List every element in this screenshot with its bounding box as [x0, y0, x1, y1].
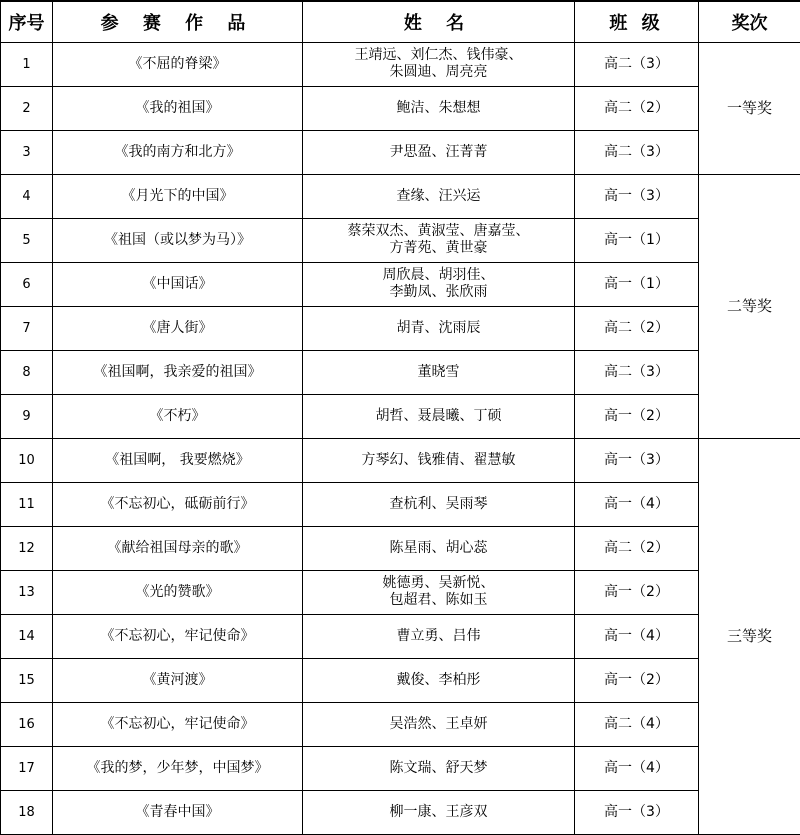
- table-row: [1, 570, 800, 614]
- row-index: 14: [1, 614, 53, 658]
- row-work-title: 《不屈的脊梁》: [53, 42, 303, 86]
- name-line: 戴俊、李柏彤: [305, 672, 572, 689]
- table-row: [1, 174, 800, 218]
- row-class: 高二（2）: [575, 526, 699, 570]
- name-line: 胡哲、聂晨曦、丁硕: [305, 408, 572, 425]
- row-work-title: 《祖国啊， 我要燃烧》: [53, 438, 303, 482]
- header-name: 姓 名: [303, 1, 575, 42]
- table-row: [1, 262, 800, 306]
- row-names: [303, 262, 575, 306]
- name-line: 王靖远、刘仁杰、钱伟豪、: [305, 47, 572, 64]
- row-names: [303, 746, 575, 790]
- row-names: [303, 174, 575, 218]
- table-row: [1, 86, 800, 130]
- row-names: [303, 526, 575, 570]
- name-line: 周欣晨、胡羽佳、: [305, 267, 572, 284]
- row-names: [303, 130, 575, 174]
- row-names: [303, 218, 575, 262]
- row-class: 高二（3）: [575, 350, 699, 394]
- row-class: 高一（4）: [575, 746, 699, 790]
- row-index: 12: [1, 526, 53, 570]
- table-row: [1, 130, 800, 174]
- table-row: [1, 438, 800, 482]
- row-names: [303, 86, 575, 130]
- name-line: 李勤凤、张欣雨: [305, 284, 572, 301]
- row-work-title: 《献给祖国母亲的歌》: [53, 526, 303, 570]
- row-class: 高一（1）: [575, 218, 699, 262]
- row-work-title: 《中国话》: [53, 262, 303, 306]
- row-names: [303, 658, 575, 702]
- header-award: 奖次: [699, 1, 800, 42]
- award-level: 一等奖: [699, 42, 800, 174]
- row-work-title: 《光的赞歌》: [53, 570, 303, 614]
- row-class: 高二（2）: [575, 86, 699, 130]
- table-row: [1, 218, 800, 262]
- name-line: 方菁苑、黄世豪: [305, 240, 572, 257]
- row-class: 高一（4）: [575, 482, 699, 526]
- table-row: [1, 306, 800, 350]
- row-names: [303, 790, 575, 834]
- table-row: [1, 42, 800, 86]
- name-line: 董晓雪: [305, 364, 572, 381]
- name-line: 陈文瑞、舒天梦: [305, 760, 572, 777]
- row-names: [303, 438, 575, 482]
- name-line: 蔡荣双杰、黄淑莹、唐嘉莹、: [305, 223, 572, 240]
- row-index: 8: [1, 350, 53, 394]
- table-row: [1, 394, 800, 438]
- name-line: 尹思盈、汪菁菁: [305, 144, 572, 161]
- row-index: 1: [1, 42, 53, 86]
- row-class: 高二（3）: [575, 42, 699, 86]
- row-work-title: 《不忘初心，牢记使命》: [53, 614, 303, 658]
- row-index: 11: [1, 482, 53, 526]
- row-names: [303, 702, 575, 746]
- name-line: 查缘、汪兴运: [305, 188, 572, 205]
- table-body: [1, 42, 800, 834]
- name-line: 陈星雨、胡心蕊: [305, 540, 572, 557]
- header-class: 班 级: [575, 1, 699, 42]
- name-line: 胡青、沈雨辰: [305, 320, 572, 337]
- row-class: 高一（1）: [575, 262, 699, 306]
- table-row: [1, 702, 800, 746]
- table-row: [1, 658, 800, 702]
- row-class: 高一（3）: [575, 438, 699, 482]
- row-work-title: 《不忘初心，牢记使命》: [53, 702, 303, 746]
- row-work-title: 《祖国（或以梦为马）》: [53, 218, 303, 262]
- row-index: 7: [1, 306, 53, 350]
- row-index: 6: [1, 262, 53, 306]
- row-class: 高一（2）: [575, 394, 699, 438]
- name-line: 方琴幻、钱雅倩、翟慧敏: [305, 452, 572, 469]
- table-row: [1, 746, 800, 790]
- row-work-title: 《我的梦，少年梦，中国梦》: [53, 746, 303, 790]
- row-work-title: 《唐人街》: [53, 306, 303, 350]
- row-work-title: 《不朽》: [53, 394, 303, 438]
- table-row: [1, 614, 800, 658]
- header-index: 序号: [1, 1, 53, 42]
- row-work-title: 《青春中国》: [53, 790, 303, 834]
- row-index: 17: [1, 746, 53, 790]
- row-index: 3: [1, 130, 53, 174]
- row-class: 高二（4）: [575, 702, 699, 746]
- row-names: [303, 570, 575, 614]
- row-index: 16: [1, 702, 53, 746]
- row-class: 高二（3）: [575, 130, 699, 174]
- row-names: [303, 614, 575, 658]
- name-line: 包超君、陈如玉: [305, 592, 572, 609]
- row-names: [303, 42, 575, 86]
- header-work: 参 赛 作 品: [53, 1, 303, 42]
- name-line: 柳一康、王彦双: [305, 804, 572, 821]
- row-names: [303, 350, 575, 394]
- name-line: 吴浩然、王卓妍: [305, 716, 572, 733]
- name-line: 查杭利、吴雨琴: [305, 496, 572, 513]
- table-row: [1, 790, 800, 834]
- row-work-title: 《月光下的中国》: [53, 174, 303, 218]
- row-index: 9: [1, 394, 53, 438]
- name-line: 朱圆迪、周亮亮: [305, 64, 572, 81]
- row-work-title: 《黄河渡》: [53, 658, 303, 702]
- table-row: [1, 482, 800, 526]
- row-index: 15: [1, 658, 53, 702]
- row-work-title: 《不忘初心，砥砺前行》: [53, 482, 303, 526]
- award-level: 三等奖: [699, 438, 800, 834]
- row-work-title: 《我的祖国》: [53, 86, 303, 130]
- row-index: 4: [1, 174, 53, 218]
- row-class: 高二（2）: [575, 306, 699, 350]
- row-names: [303, 394, 575, 438]
- row-names: [303, 482, 575, 526]
- name-line: 曹立勇、吕伟: [305, 628, 572, 645]
- table-row: [1, 526, 800, 570]
- header-row: [1, 1, 800, 42]
- row-index: 5: [1, 218, 53, 262]
- row-class: 高一（3）: [575, 174, 699, 218]
- row-names: [303, 306, 575, 350]
- row-class: 高一（2）: [575, 570, 699, 614]
- row-class: 高一（3）: [575, 790, 699, 834]
- row-work-title: 《祖国啊，我亲爱的祖国》: [53, 350, 303, 394]
- name-line: 鲍洁、朱想想: [305, 100, 572, 117]
- row-class: 高一（2）: [575, 658, 699, 702]
- row-index: 18: [1, 790, 53, 834]
- row-work-title: 《我的南方和北方》: [53, 130, 303, 174]
- row-index: 13: [1, 570, 53, 614]
- row-class: 高一（4）: [575, 614, 699, 658]
- name-line: 姚德勇、吴新悦、: [305, 575, 572, 592]
- row-index: 10: [1, 438, 53, 482]
- row-index: 2: [1, 86, 53, 130]
- table-row: [1, 350, 800, 394]
- award-level: 二等奖: [699, 174, 800, 438]
